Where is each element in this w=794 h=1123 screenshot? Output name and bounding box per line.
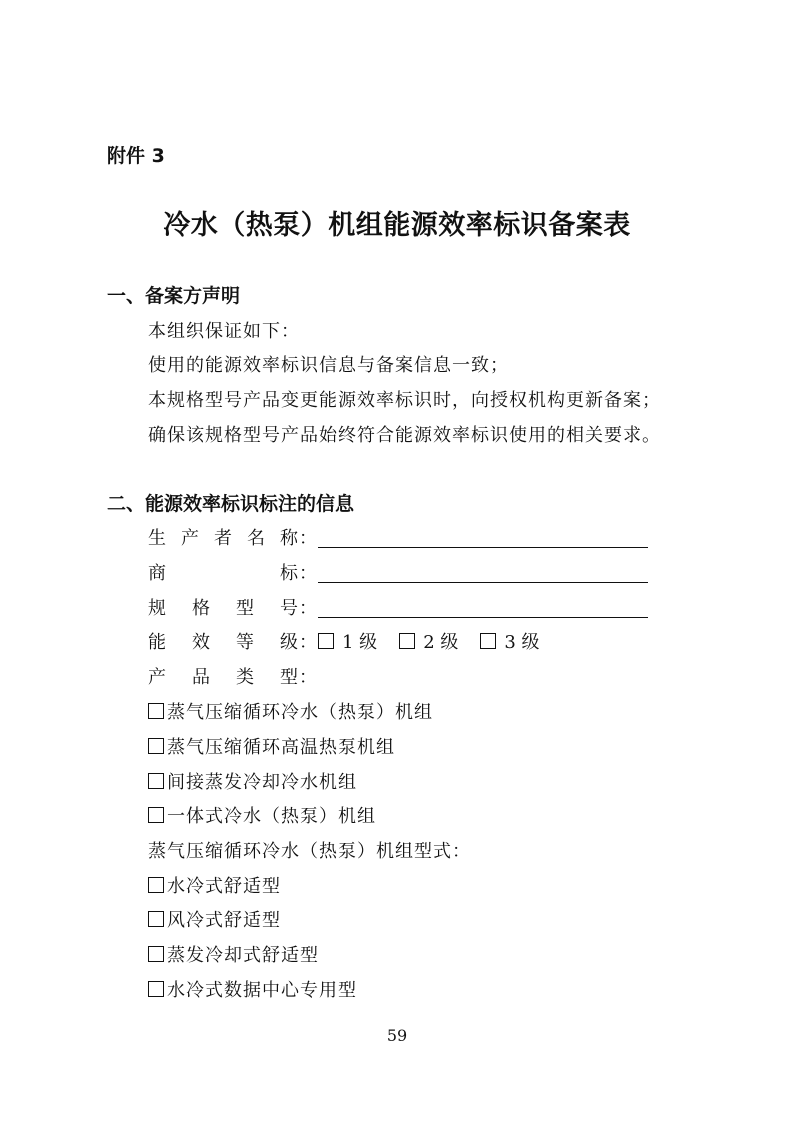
model-row: 规 格 型 号 ： xyxy=(148,594,648,620)
declaration-line: 确保该规格型号产品始终符合能源效率标识使用的相关要求。 xyxy=(148,425,661,446)
attachment-label: 附件 3 xyxy=(107,145,165,167)
declaration-line: 本组织保证如下： xyxy=(148,321,300,342)
unit-style-option[interactable]: 水冷式数据中心专用型 xyxy=(148,976,357,1002)
checkbox-icon[interactable] xyxy=(148,738,164,754)
checkbox-icon[interactable] xyxy=(148,911,164,927)
product-type-option[interactable]: 间接蒸发冷却冷水机组 xyxy=(148,768,357,794)
section2-heading: 二、能源效率标识标注的信息 xyxy=(107,493,355,515)
manufacturer-row: 生 产 者 名 称 ： xyxy=(148,524,648,550)
grade-option-1[interactable]: 1 级 xyxy=(318,628,377,654)
checkbox-icon[interactable] xyxy=(148,946,164,962)
grade-option-2[interactable]: 2 级 xyxy=(399,628,458,654)
checkbox-icon[interactable] xyxy=(148,807,164,823)
checkbox-icon[interactable] xyxy=(148,773,164,789)
grade-option-3[interactable]: 3 级 xyxy=(480,628,539,654)
manufacturer-label: 生 产 者 名 称 xyxy=(148,528,298,549)
grade-label: 能 效 等 级 xyxy=(148,632,298,653)
product-type-option[interactable]: 一体式冷水（热泵）机组 xyxy=(148,802,376,828)
section1-heading: 一、备案方声明 xyxy=(107,285,241,307)
brand-row: 商 标 ： xyxy=(148,559,648,585)
page-number: 59 xyxy=(386,1026,408,1045)
checkbox-icon[interactable] xyxy=(148,981,164,997)
page-title: 冷水（热泵）机组能源效率标识备案表 xyxy=(163,210,631,241)
model-label: 规 格 型 号 xyxy=(148,598,298,619)
model-field[interactable] xyxy=(318,597,648,618)
declaration-line: 本规格型号产品变更能源效率标识时，向授权机构更新备案； xyxy=(148,390,661,411)
checkbox-icon[interactable] xyxy=(148,703,164,719)
unit-style-label: 蒸气压缩循环冷水（热泵）机组型式： xyxy=(148,841,471,862)
product-type-option[interactable]: 蒸气压缩循环高温热泵机组 xyxy=(148,733,395,759)
brand-label: 商 标 xyxy=(148,563,298,584)
product-type-row: 产 品 类 型 ： xyxy=(148,663,318,689)
grade-row: 能 效 等 级 ： 1 级 2 级 3 级 xyxy=(148,628,562,654)
checkbox-icon[interactable] xyxy=(480,633,496,649)
unit-style-option[interactable]: 风冷式舒适型 xyxy=(148,906,281,932)
declaration-line: 使用的能源效率标识信息与备案信息一致； xyxy=(148,355,509,376)
checkbox-icon[interactable] xyxy=(399,633,415,649)
manufacturer-field[interactable] xyxy=(318,527,648,548)
unit-style-option[interactable]: 水冷式舒适型 xyxy=(148,872,281,898)
checkbox-icon[interactable] xyxy=(318,633,334,649)
brand-field[interactable] xyxy=(318,562,648,583)
unit-style-option[interactable]: 蒸发冷却式舒适型 xyxy=(148,941,319,967)
checkbox-icon[interactable] xyxy=(148,877,164,893)
product-type-option[interactable]: 蒸气压缩循环冷水（热泵）机组 xyxy=(148,698,433,724)
product-type-label: 产 品 类 型 xyxy=(148,667,298,688)
